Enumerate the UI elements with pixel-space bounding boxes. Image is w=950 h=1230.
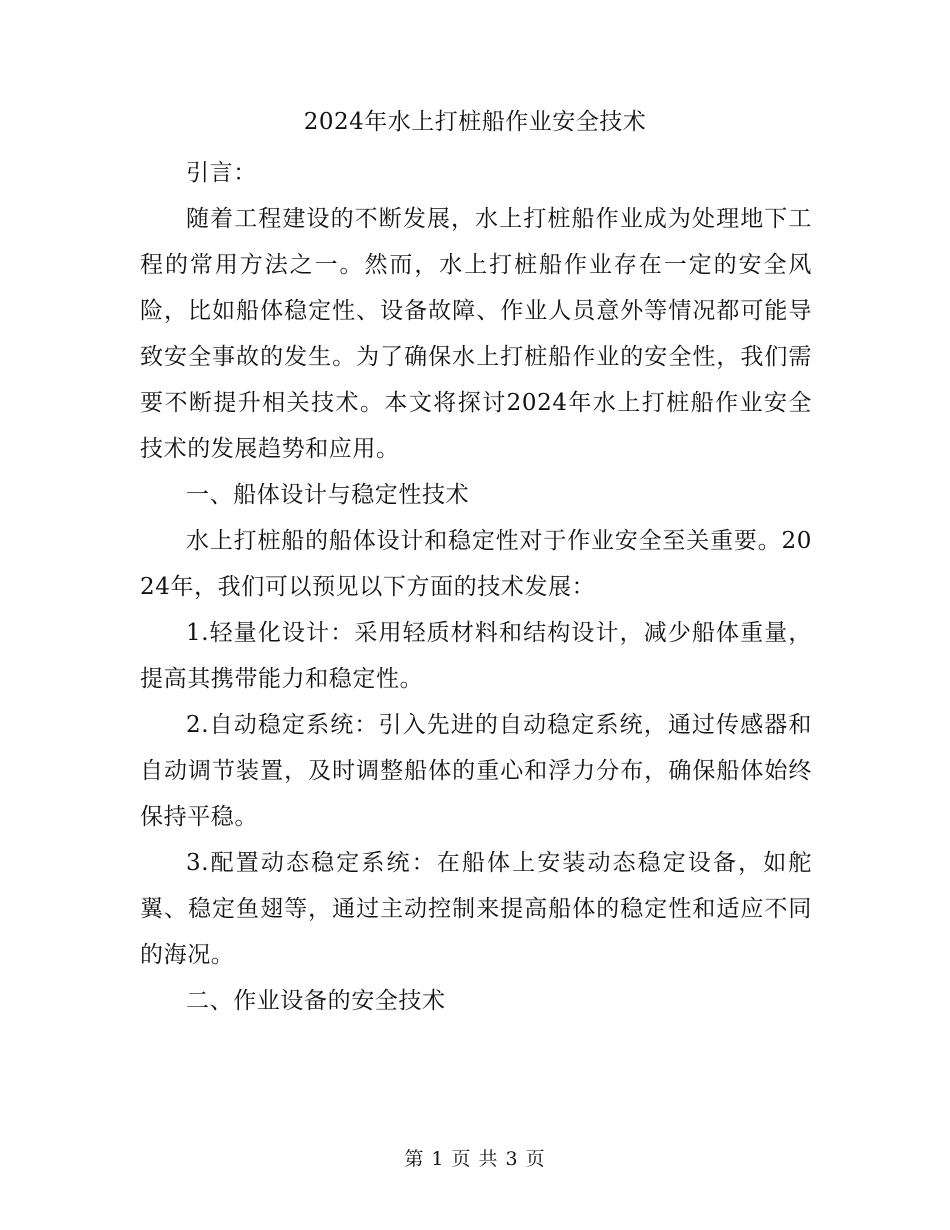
list-item-2: 2.自动稳定系统：引入先进的自动稳定系统，通过传感器和自动调节装置，及时调整船体的重心和浮力分布，确保船体始终保持平稳。 — [140, 712, 812, 830]
document-body — [140, 150, 812, 1024]
paragraph-section-1: 水上打桩船的船体设计和稳定性对于作业安全至关重要。2024年，我们可以预见以下方面的技术发展： — [140, 528, 812, 600]
document-title: 2024年水上打桩船作业安全技术 — [303, 109, 647, 135]
section-heading-1: 一、船体设计与稳定性技术 — [186, 482, 470, 508]
page-number: 第 1 页 共 3 页 — [404, 1148, 546, 1170]
page-footer — [0, 1144, 950, 1174]
paragraph-intro-label: 引言： — [186, 160, 257, 186]
paragraph-intro: 随着工程建设的不断发展，水上打桩船作业成为处理地下工程的常用方法之一。然而，水上打桩船作业存在一定的安全风险，比如船体稳定性、设备故障、作业人员意外等情况都可能导致安全事故的发生。为了确保水上打桩船作业的安全性，我们需要不断提升相关技术。本文将探讨2024年水上打桩船作业安全技术的发展趋势和应用。 — [140, 206, 812, 462]
list-item-3: 3.配置动态稳定系统：在船体上安装动态稳定设备，如舵翼、稳定鱼翅等，通过主动控制来提高船体的稳定性和适应不同的海况。 — [140, 850, 812, 968]
section-heading-2: 二、作业设备的安全技术 — [186, 988, 446, 1014]
list-item-1: 1.轻量化设计：采用轻质材料和结构设计，减少船体重量，提高其携带能力和稳定性。 — [140, 620, 812, 692]
